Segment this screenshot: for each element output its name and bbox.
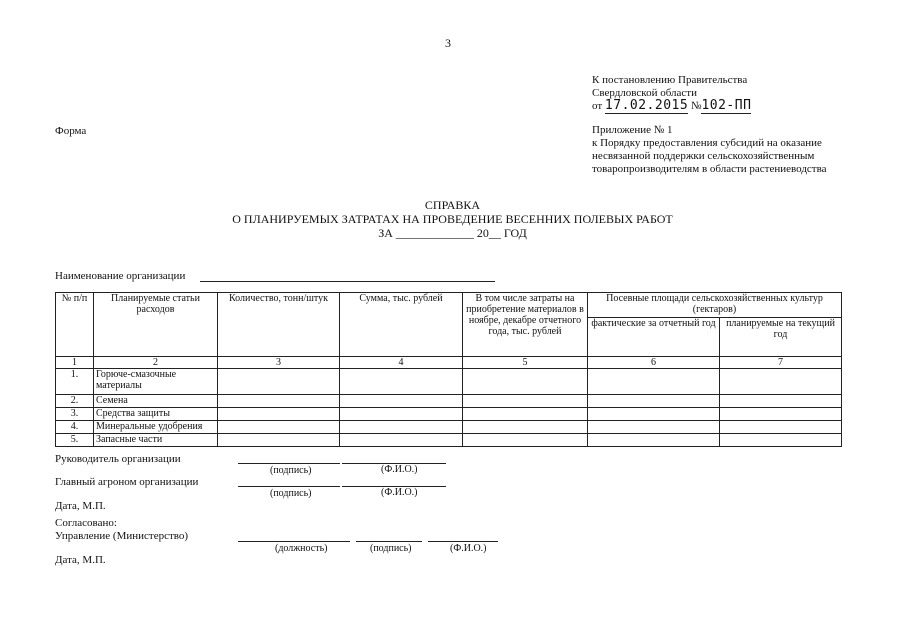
- table-row: [56, 369, 842, 395]
- col-number: 5: [463, 357, 588, 369]
- decree-number: 102-ПП: [701, 98, 752, 113]
- ministry-position-field[interactable]: [238, 541, 350, 542]
- row-num: 3.: [56, 408, 94, 421]
- page-number: 3: [445, 36, 451, 50]
- head-signature-caption: (подпись): [270, 465, 312, 476]
- col-number: 1: [56, 357, 94, 369]
- decree-reference-line1: К постановлению Правительства: [592, 74, 748, 86]
- appendix-line1: Приложение № 1: [592, 124, 673, 136]
- cell-sum[interactable]: [340, 421, 463, 434]
- row-num: 4.: [56, 421, 94, 434]
- ministry-fio-caption: (Ф.И.О.): [450, 543, 487, 554]
- org-name-label: Наименование организации: [55, 270, 186, 282]
- header-num: № п/п: [56, 293, 94, 357]
- table-row: [56, 434, 842, 447]
- header-items: Планируемые статьи расходов: [94, 293, 218, 357]
- head-signature-field[interactable]: [238, 463, 340, 464]
- ministry-signature-caption: (подпись): [370, 543, 412, 554]
- org-name-field[interactable]: [200, 281, 495, 282]
- cell-planned[interactable]: [720, 369, 842, 395]
- row-item: Семена: [94, 395, 218, 408]
- cell-sum[interactable]: [340, 395, 463, 408]
- row-num: 1.: [56, 369, 94, 395]
- cell-planned[interactable]: [720, 408, 842, 421]
- table-row: [56, 408, 842, 421]
- col-number: 2: [94, 357, 218, 369]
- cell-planned[interactable]: [720, 434, 842, 447]
- appendix-line4: товаропроизводителям в области растениеводства: [592, 163, 827, 175]
- cell-incl[interactable]: [463, 434, 588, 447]
- header-quantity: Количество, тонн/штук: [218, 293, 340, 357]
- appendix-line3: несвязанной поддержки сельскохозяйственным: [592, 150, 815, 162]
- cell-actual[interactable]: [588, 369, 720, 395]
- ministry-signature-field[interactable]: [356, 541, 422, 542]
- header-planned: планируемые на текущий год: [720, 318, 842, 357]
- decree-reference-line2: Свердловской области: [592, 87, 697, 99]
- head-label: Руководитель организации: [55, 453, 181, 465]
- cell-incl[interactable]: [463, 421, 588, 434]
- col-number: 6: [588, 357, 720, 369]
- cell-actual[interactable]: [588, 395, 720, 408]
- header-incl: В том числе затраты на приобретение материалов в ноябре, декабре отчетного года, тыс. рублей: [463, 293, 588, 357]
- appendix-line2: к Порядку предоставления субсидий на оказание: [592, 137, 822, 149]
- row-num: 2.: [56, 395, 94, 408]
- header-sum: Сумма, тыс. рублей: [340, 293, 463, 357]
- agronomist-label: Главный агроном организации: [55, 476, 199, 488]
- agronomist-signature-caption: (подпись): [270, 488, 312, 499]
- row-num: 5.: [56, 434, 94, 447]
- agronomist-fio-caption: (Ф.И.О.): [381, 487, 418, 498]
- col-number: 3: [218, 357, 340, 369]
- cost-table: [55, 292, 842, 447]
- ministry-fio-field[interactable]: [428, 541, 498, 542]
- col-number: 4: [340, 357, 463, 369]
- cell-quantity[interactable]: [218, 395, 340, 408]
- number-label: №: [690, 100, 702, 112]
- cell-incl[interactable]: [463, 395, 588, 408]
- header-actual: фактические за отчетный год: [588, 318, 720, 357]
- table-row: [56, 421, 842, 434]
- cell-sum[interactable]: [340, 369, 463, 395]
- form-label: Форма: [55, 125, 87, 137]
- row-item: Средства защиты: [94, 408, 218, 421]
- row-item: Горюче-смазочные материалы: [94, 369, 218, 395]
- header-areas: Посевные площади сельскохозяйственных культур (гектаров): [588, 293, 842, 318]
- cell-incl[interactable]: [463, 369, 588, 395]
- ministry-position-caption: (должность): [275, 543, 328, 554]
- head-fio-caption: (Ф.И.О.): [381, 464, 418, 475]
- cell-actual[interactable]: [588, 421, 720, 434]
- cell-quantity[interactable]: [218, 369, 340, 395]
- doc-subtitle: О ПЛАНИРУЕМЫХ ЗАТРАТАХ НА ПРОВЕДЕНИЕ ВЕСЕННИХ ПОЛЕВЫХ РАБОТ: [232, 212, 673, 226]
- cell-planned[interactable]: [720, 395, 842, 408]
- col-number: 7: [720, 357, 842, 369]
- date-stamp-label-2: Дата, М.П.: [55, 554, 106, 566]
- cell-sum[interactable]: [340, 408, 463, 421]
- cell-quantity[interactable]: [218, 434, 340, 447]
- row-item: Запасные части: [94, 434, 218, 447]
- cell-actual[interactable]: [588, 408, 720, 421]
- doc-period: ЗА _____________ 20__ ГОД: [378, 226, 527, 240]
- cell-incl[interactable]: [463, 408, 588, 421]
- decree-date-number: [592, 98, 751, 114]
- agreed-label: Согласовано:: [55, 517, 117, 529]
- cell-planned[interactable]: [720, 421, 842, 434]
- ministry-label: Управление (Министерство): [55, 530, 189, 542]
- table-row: [56, 395, 842, 408]
- cell-sum[interactable]: [340, 434, 463, 447]
- agronomist-signature-field[interactable]: [238, 486, 340, 487]
- decree-date: 17.02.2015: [604, 98, 689, 113]
- cell-quantity[interactable]: [218, 408, 340, 421]
- cell-quantity[interactable]: [218, 421, 340, 434]
- doc-title: СПРАВКА: [424, 198, 481, 212]
- cell-actual[interactable]: [588, 434, 720, 447]
- from-label: от: [592, 100, 603, 112]
- row-item: Минеральные удобрения: [94, 421, 218, 434]
- date-stamp-label: Дата, М.П.: [55, 500, 106, 512]
